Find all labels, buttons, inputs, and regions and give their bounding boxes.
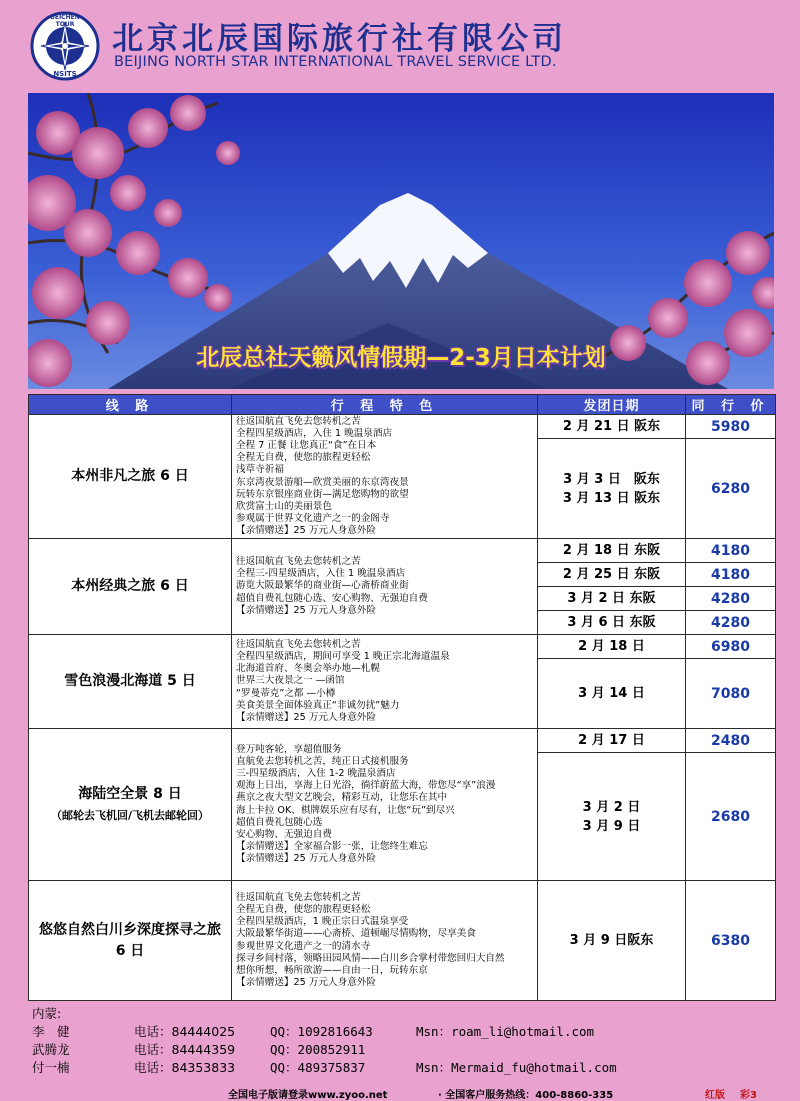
footer-hotline: · 全国客户服务热线：400-8860-335 — [438, 1090, 614, 1101]
logo-text-bottom: NSITS — [53, 70, 77, 78]
price: 4180 — [686, 539, 776, 563]
table-row — [29, 415, 776, 439]
departure-date: 3 月 9 日阪东 — [538, 881, 686, 1001]
table-row — [29, 881, 776, 1001]
price: 7080 — [686, 659, 776, 729]
logo-text-top: BEICHEN TOUR — [50, 14, 80, 28]
route-name: 本州经典之旅 6 日 — [29, 539, 232, 635]
price: 4180 — [686, 563, 776, 587]
departure-date: 3 月 3 日 阪东 3 月 13 日 阪东 — [538, 439, 686, 539]
price: 5980 — [686, 415, 776, 439]
route-name: 雪色浪漫北海道 5 日 — [29, 635, 232, 729]
route-name-cell — [29, 729, 232, 881]
footer-website[interactable]: 全国电子版请登录www.zyoo.net — [228, 1090, 388, 1101]
footer-edition: 红版 — [705, 1090, 725, 1101]
route-name: 海陆空全景 8 日 — [78, 785, 182, 802]
contact-msn[interactable]: Msn：roam_li@hotmail.com — [416, 1024, 595, 1039]
header-price: 同 行 价 — [686, 395, 776, 415]
price: 2680 — [686, 753, 776, 881]
contact-name: 武腾龙 — [32, 1042, 70, 1057]
table-row — [29, 539, 776, 563]
header-departure-date: 发团日期 — [538, 395, 686, 415]
tour-price-table — [28, 394, 776, 1001]
table-header-row — [29, 395, 776, 415]
company-logo — [30, 10, 100, 82]
table-row — [29, 729, 776, 753]
contact-name: 李 健 — [32, 1024, 70, 1039]
departure-date: 2 月 18 日 — [538, 635, 686, 659]
route-features: 登万吨客轮，享超值服务 直航免去您转机之苦，纯正日式接机服务 三-四星级酒店，入住 1-2 晚温泉酒店 观海上日出，享海上日光浴，徜徉蔚蓝大海，带您尽“享”浪漫 燕京之夜大型文艺晚会，精彩互动，让您乐在其中 海上卡拉 OK、棋牌娱乐应有尽有，让您“玩”到尽兴 超值自费礼包随心选 安心购物、无强迫自费 【亲情赠送】全家福合影一张，让您终生难忘 【亲情赠送】25 万元人身意外险 — [232, 729, 538, 881]
departure-date: 3 月 2 日 3 月 9 日 — [538, 753, 686, 881]
departure-date: 3 月 6 日 东阪 — [538, 611, 686, 635]
contact-qq: QQ：200852911 — [270, 1042, 366, 1057]
table-row — [29, 635, 776, 659]
departure-date: 2 月 17 日 — [538, 729, 686, 753]
company-name-english: BEIJING NORTH STAR INTERNATIONAL TRAVEL SERVICE LTD. — [114, 54, 557, 70]
company-name-chinese: 北京北辰国际旅行社有限公司 — [112, 21, 567, 57]
departure-date: 2 月 18 日 东阪 — [538, 539, 686, 563]
route-features: 往返国航直飞免去您转机之苦 全程四星级酒店，期间可享受 1 晚正宗北海道温泉 北海道首府、冬奥会举办地—札幌 世界三大夜景之一 —函馆 “罗曼蒂克”之都 —小樽 美食美景全面体验真正“非诚勿扰”魅力 【亲情赠送】25 万元人身意外险 — [232, 635, 538, 729]
contact-phone: 电话：84353833 — [134, 1060, 236, 1075]
contact-qq: QQ：489375837 — [270, 1060, 366, 1075]
price: 6280 — [686, 439, 776, 539]
header-route: 线 路 — [29, 395, 232, 415]
departure-date: 2 月 25 日 东阪 — [538, 563, 686, 587]
contact-msn[interactable]: Msn：Mermaid_fu@hotmail.com — [416, 1060, 617, 1075]
route-features: 往返国航直飞免去您转机之苦 全程无自费，使您的旅程更轻松 全程四星级酒店，1 晚正宗日式温泉享受 大阪最繁华街道——心斋桥、道顿崛尽情购物，尽享美食 参观世界文化遗产之一的清水寺 探寻乡间村落，领略田园风情——白川乡合掌村带您回归大自然 想你所想，畅所欲游——自由一日，玩转东京 【亲情赠送】25 万元人身意外险 — [232, 881, 538, 1001]
hero-title: 北辰总社天籁风情假期—2-3月日本计划 — [196, 345, 606, 371]
price: 6380 — [686, 881, 776, 1001]
departure-date: 3 月 14 日 — [538, 659, 686, 729]
contact-phone: 电话：84444359 — [134, 1042, 236, 1057]
route-name: 本州非凡之旅 6 日 — [29, 415, 232, 539]
contact-phone: 电话：84444025 — [134, 1024, 236, 1039]
footer-page-number: 彩3 — [740, 1090, 757, 1101]
price: 4280 — [686, 587, 776, 611]
hero-banner — [28, 93, 774, 389]
departure-date: 2 月 21 日 阪东 — [538, 415, 686, 439]
contact-region: 内蒙: — [32, 1006, 62, 1021]
route-subtitle: （邮轮去飞机回/飞机去邮轮回） — [50, 808, 210, 822]
price: 6980 — [686, 635, 776, 659]
route-name: 悠悠自然白川乡深度探寻之旅 6 日 — [29, 881, 232, 1001]
price: 4280 — [686, 611, 776, 635]
departure-date: 3 月 2 日 东阪 — [538, 587, 686, 611]
price: 2480 — [686, 729, 776, 753]
contact-name: 付一楠 — [32, 1060, 70, 1075]
contact-qq: QQ：1092816643 — [270, 1024, 373, 1039]
route-features: 往返国航直飞免去您转机之苦 全程三-四星级酒店，入住 1 晚温泉酒店 游览大阪最繁华的商业街—心斋桥商业街 超值自费礼包随心选、安心购物、无强迫自费 【亲情赠送】25 万元人身意外险 — [232, 539, 538, 635]
header-features: 行 程 特 色 — [232, 395, 538, 415]
route-features: 往返国航直飞免去您转机之苦 全程四星级酒店，入住 1 晚温泉酒店 全程 7 正餐 让您真正“食”在日本 全程无自费，使您的旅程更轻松 浅草寺祈福 东京湾夜景游船—欣赏美丽的东京湾夜景 玩转东京银座商业街—满足您购物的欲望 欣赏富士山的美丽景色 参观属于世界文化遗产之一的金阁寺 【亲情赠送】25 万元人身意外险 — [232, 415, 538, 539]
